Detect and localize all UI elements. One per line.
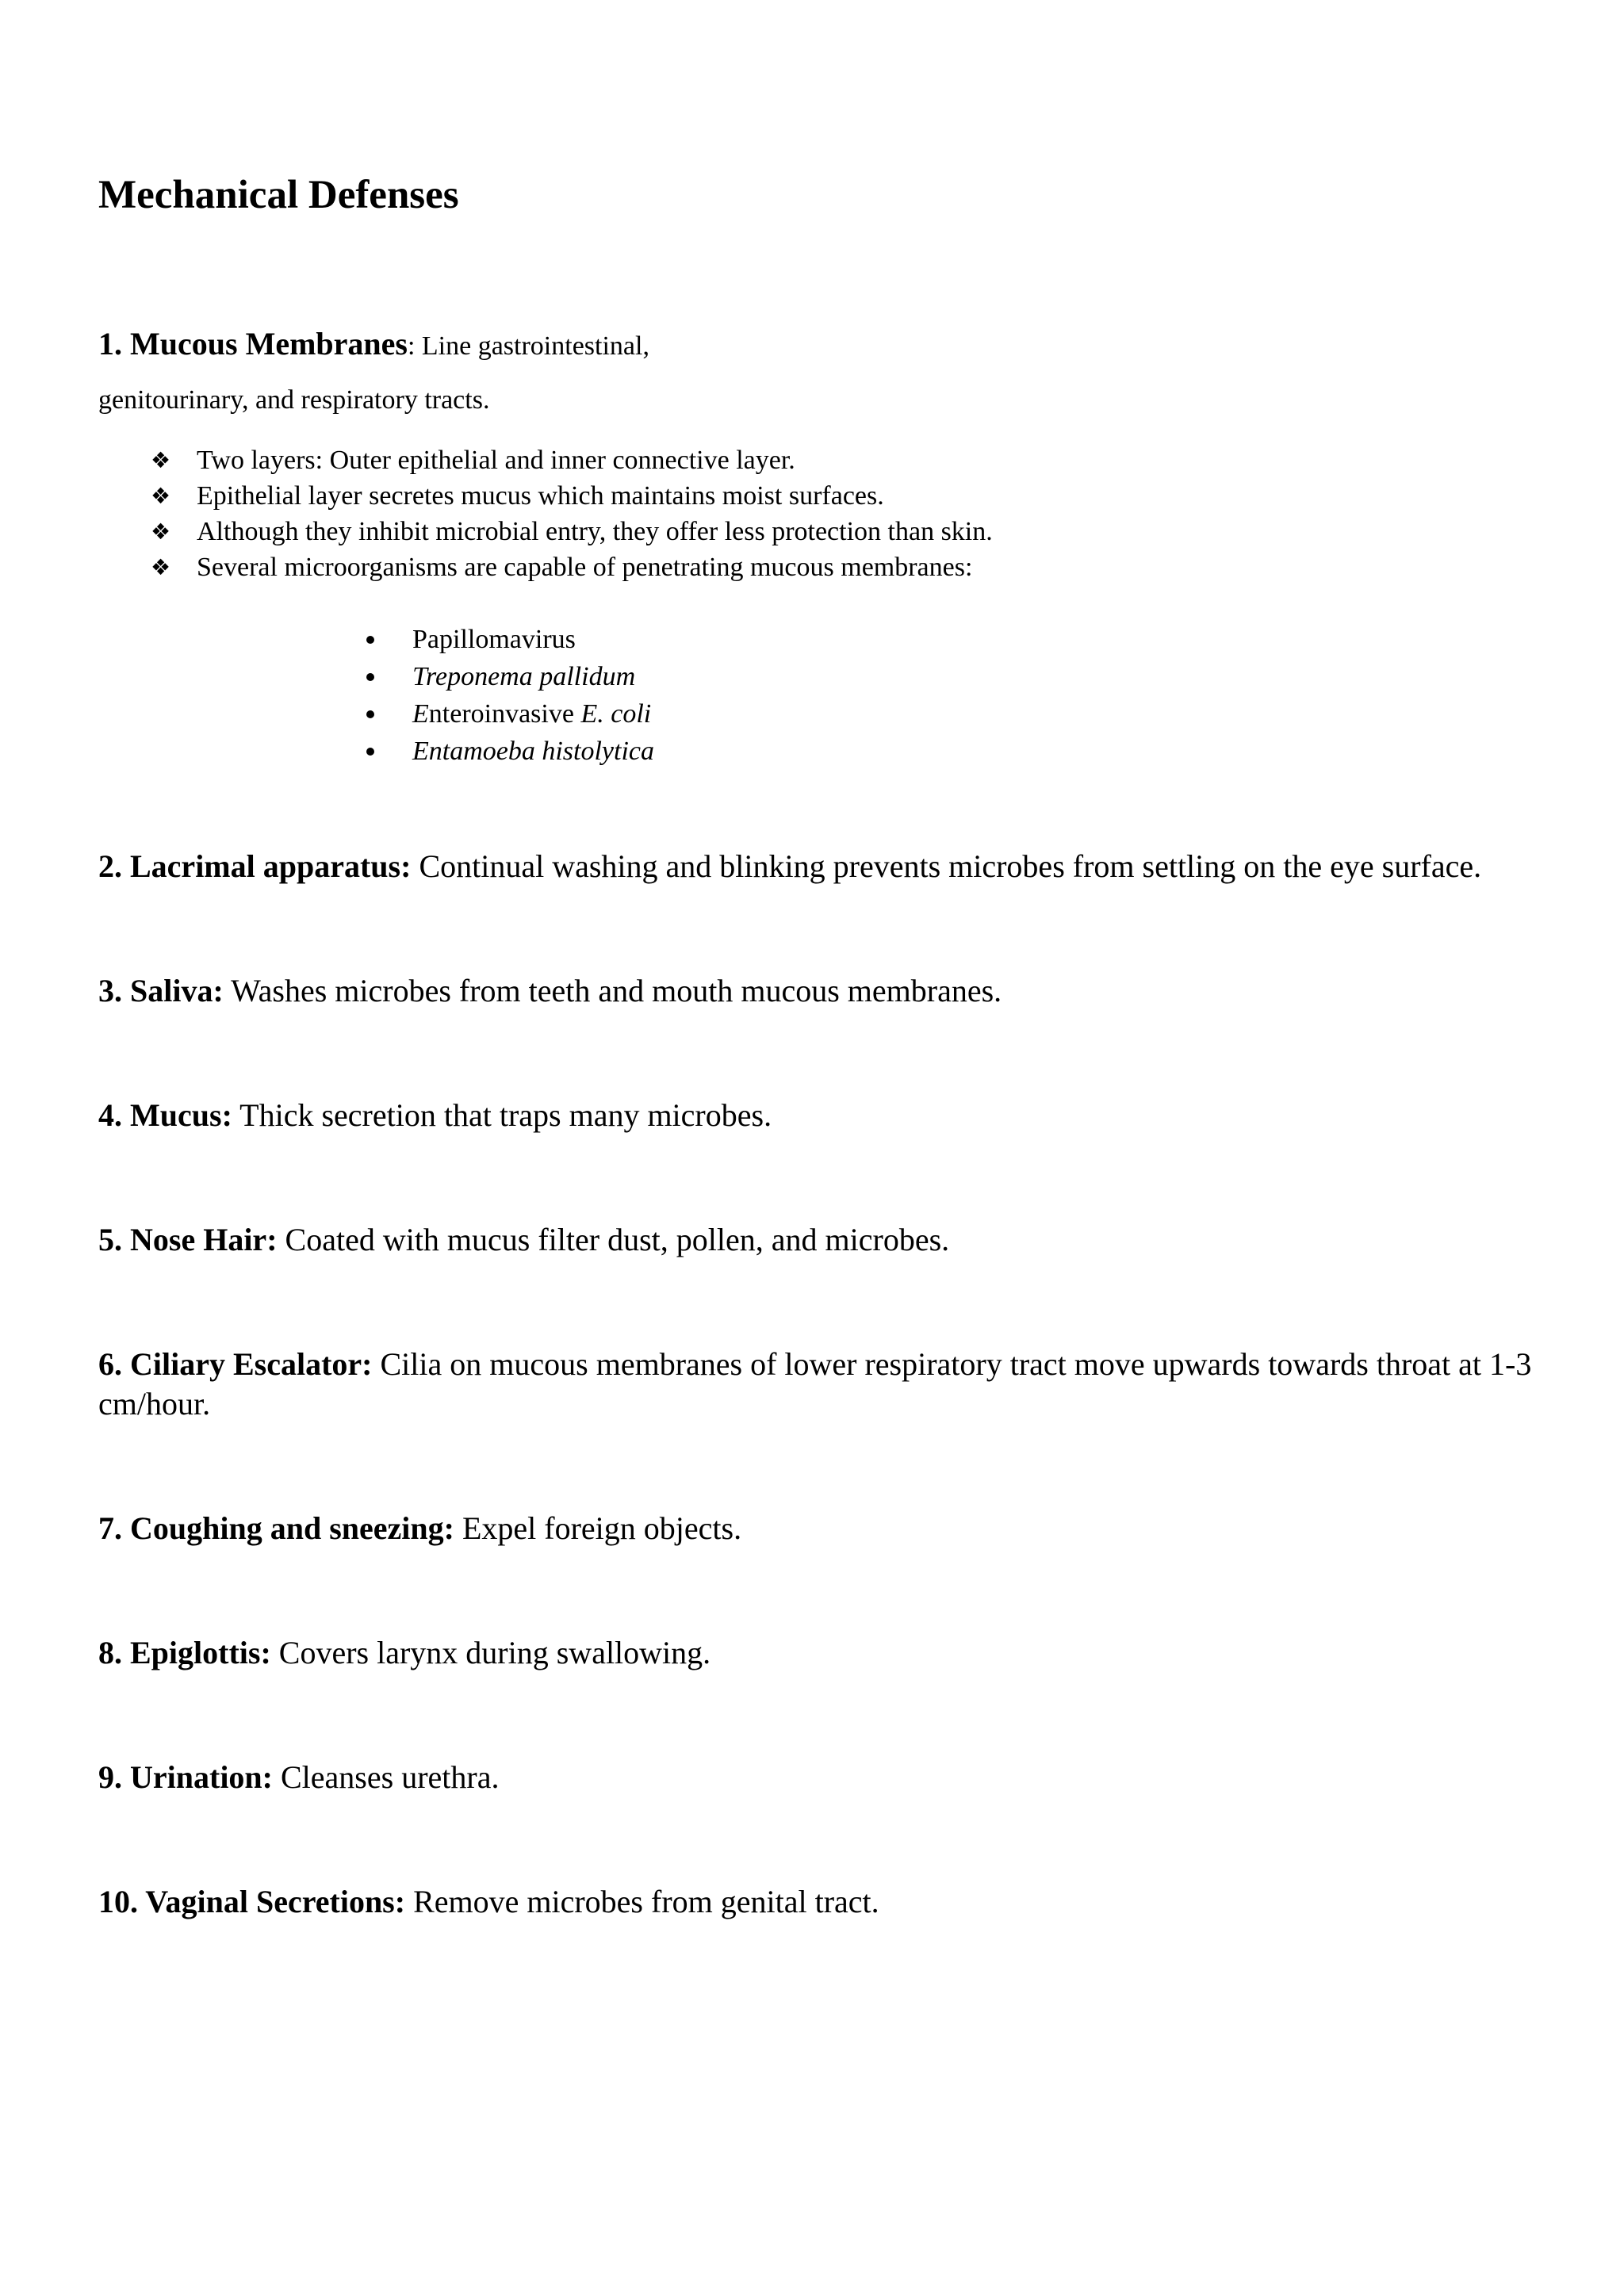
mucous-membranes-heading [98,325,649,363]
organism-item-ecoli: Enteroinvasive E. coli [366,695,654,733]
organism-item-treponema: Treponema pallidum [366,658,654,695]
diamond-bullet-icon: ❖ [151,447,171,473]
list-item: ❖ Two layers: Outer epithelial and inner connective layer. [151,442,993,478]
defense-item-urination: 9. Urination: Cleanses urethra. [98,1759,500,1795]
bullet-dot-icon [366,748,374,756]
defense-item-mucus: 4. Mucus: Thick secretion that traps many microbes. [98,1097,772,1133]
list-item: ❖ Although they inhibit microbial entry, they offer less protection than skin. [151,514,993,549]
diamond-bullet-icon: ❖ [151,519,171,545]
mucous-membranes-points [151,442,993,585]
diamond-bullet-icon: ❖ [151,554,171,580]
organism-item-entamoeba: Entamoeba histolytica [366,733,654,770]
list-item: ❖ Epithelial layer secretes mucus which maintains moist surfaces. [151,478,993,514]
defense-item-nose-hair: 5. Nose Hair: Coated with mucus filter dust, pollen, and microbes. [98,1222,950,1257]
page-title: Mechanical Defenses [98,173,459,217]
mucous-membranes-label: 1. Mucous Membranes [98,326,408,362]
organism-list [366,621,654,770]
defense-item-vaginal-secretions: 10. Vaginal Secretions: Remove microbes from genital tract. [98,1884,879,1919]
defense-item-lacrimal: 2. Lacrimal apparatus: Continual washing and blinking prevents microbes from settling on the eye surface. [98,848,1482,884]
organism-item-papillomavirus: Papillomavirus [366,621,654,658]
defense-item-coughing-sneezing: 7. Coughing and sneezing: Expel foreign objects. [98,1510,742,1546]
list-item: ❖ Several microorganisms are capable of penetrating mucous membranes: [151,549,993,585]
diamond-bullet-icon: ❖ [151,483,171,509]
bullet-dot-icon [366,673,374,681]
bullet-dot-icon [366,636,374,644]
defense-item-epiglottis: 8. Epiglottis: Covers larynx during swallowing. [98,1635,711,1670]
bullet-dot-icon [366,710,374,718]
mucous-membranes-desc: : Line gastrointestinal, [407,331,649,361]
defense-item-saliva: 3. Saliva: Washes microbes from teeth and mouth mucous membranes. [98,973,1002,1008]
defense-item-ciliary-escalator: 6. Ciliary Escalator: Cilia on mucous membranes of lower respiratory tract move upwards towards throat at 1-3 cm/hour. [98,1346,1532,1422]
mucous-membranes-desc-continued: genitourinary, and respiratory tracts. [98,385,490,415]
